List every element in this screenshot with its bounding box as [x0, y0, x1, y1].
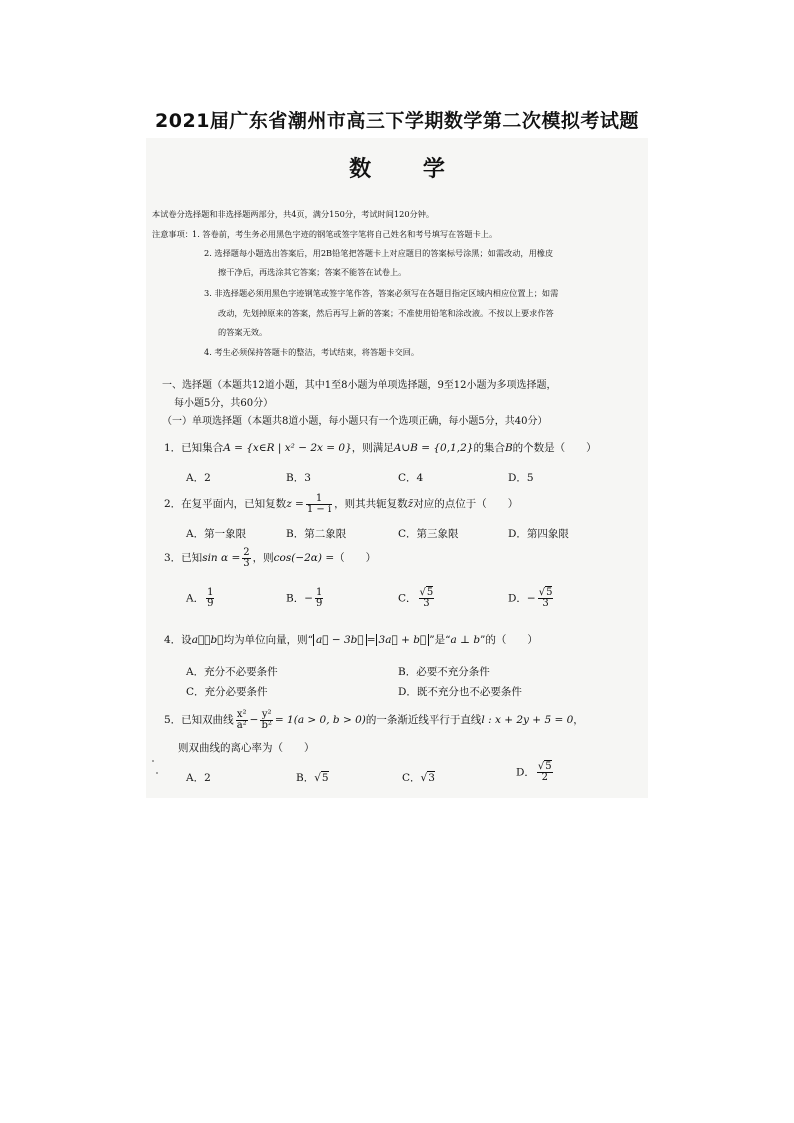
note-3-cont2: 的答案无效。: [218, 327, 268, 337]
q3-fraction: [242, 548, 250, 569]
q3-option-d-label: D．: [508, 592, 527, 605]
q2-option-b: B．第二象限: [286, 528, 347, 540]
q5-frac-y: [260, 710, 272, 731]
q5-equation-rest: = 1(a > 0, b > 0): [274, 714, 366, 726]
note-1: 1. 答卷前，考生务必用黑色字迹的钢笔或签字笔将自己姓名和考号填写在答题卡上。: [192, 229, 498, 239]
section-sub-heading: （一）单项选择题（本题共8道小题，每小题只有一个选项正确，每小题5分，共40分）: [162, 416, 548, 427]
q3-cos: cos(−2α) =: [273, 552, 335, 564]
q3-text-3: （ ）: [334, 552, 377, 564]
q5-option-a: A．2: [186, 772, 211, 784]
note-2: 2. 选择题每小题选出答案后，用2B铅笔把答题卡上对应题目的答案标号涂黑；如需改动，用橡皮: [204, 248, 554, 258]
q2-text-2: ，则其共轭复数: [334, 498, 408, 510]
q5-option-d-label: D．: [516, 766, 535, 779]
question-2: [164, 490, 518, 518]
q4-perp: a ⊥ b: [450, 634, 481, 646]
q5-option-d-radicand: 5: [545, 761, 552, 772]
q3-option-c-num: √5: [419, 587, 434, 598]
q1-option-c: C．4: [398, 472, 424, 484]
q5-b2: b²: [261, 719, 272, 731]
q3-option-d-radicand: 5: [546, 587, 553, 598]
q2-fraction: [306, 494, 332, 515]
scan-speck: [152, 760, 154, 762]
q4-eq: =: [366, 634, 376, 646]
q5-option-b-label: B．: [296, 772, 315, 784]
q5-x2: x²: [236, 708, 247, 720]
q2-text-1: 2．在复平面内，已知复数: [164, 498, 287, 510]
q3-option-c-label: C．: [398, 592, 417, 605]
q3-option-b-num: 1: [316, 587, 323, 598]
q5-option-d: [516, 762, 555, 783]
q2-z: z =: [286, 498, 304, 510]
q3-numerator: 2: [243, 546, 250, 558]
q4-lhs-abs: [313, 634, 367, 646]
q3-option-a-den: 9: [207, 598, 214, 609]
q4-option-a: A．充分不必要条件: [186, 666, 278, 678]
q5-text-3: 的一条渐近线平行于直线: [365, 714, 482, 726]
q3-option-b-frac: [315, 588, 323, 609]
note-2-cont: 擦干净后，再选涂其它答案；答案不能答在试卷上。: [218, 267, 407, 277]
q3-denominator: 3: [243, 557, 250, 569]
q5-text-4: ，: [573, 714, 584, 726]
q1-set-a: A = {x∈R | x² − 2x = 0}: [223, 442, 352, 454]
q5-option-c-label: C．: [402, 772, 421, 784]
q3-option-a: [186, 588, 216, 609]
q5-option-b: B．√5: [296, 772, 329, 784]
q2-text-3: 对应的点位于（ ）: [413, 498, 519, 510]
q5-text-1: 5．已知双曲线: [164, 714, 234, 726]
note-3: 3. 非选择题必须用黑色字迹钢笔或签字笔作答，答案必须写在各题目指定区域内相应位置上；如需: [204, 288, 559, 298]
q1-text-4: 的个数是（ ）: [512, 442, 597, 454]
q1-option-a: A．2: [186, 472, 211, 484]
question-1: [164, 442, 597, 454]
q5-frac-x: [236, 710, 248, 731]
q4-text-3: ”是“: [429, 634, 451, 646]
q3-option-a-num: 1: [207, 587, 214, 598]
q5-option-d-den: 2: [537, 772, 553, 783]
q2-option-c: C．第三象限: [398, 528, 459, 540]
q4-vectors: a⃗，b⃗: [191, 634, 224, 646]
q4-option-c: C．充分必要条件: [186, 686, 268, 698]
q3-option-b-den: 9: [316, 598, 323, 609]
q4-rhs-abs: [376, 634, 430, 646]
q5-line: l : x + 2y + 5 = 0: [481, 714, 574, 726]
q3-text-1: 3．已知: [164, 552, 203, 564]
q4-lhs: a⃗ − 3b⃗: [315, 634, 364, 646]
subject-title: 数 学: [349, 157, 467, 182]
q3-option-b: [286, 588, 325, 609]
q5-minus: −: [249, 714, 259, 726]
q3-option-c-den: 3: [419, 598, 435, 609]
q3-option-a-label: A．: [186, 592, 205, 605]
section-heading-cont: 每小题5分，共60分）: [174, 398, 274, 409]
q3-option-c: [398, 588, 436, 609]
q4-text-4: ”的（ ）: [480, 634, 538, 646]
q2-option-a: A．第一象限: [186, 528, 247, 540]
q3-option-a-frac: [206, 588, 214, 609]
q3-option-d-den: 3: [538, 598, 554, 609]
question-4: [164, 634, 538, 646]
q3-option-b-sign: −: [304, 592, 314, 605]
note-4: 4. 考生必须保持答题卡的整洁，考试结束，将答题卡交回。: [204, 347, 420, 357]
q4-option-b: B．必要不充分条件: [398, 666, 490, 678]
q1-text-2: ，则满足: [351, 442, 394, 454]
q3-option-d-sign: −: [526, 592, 536, 605]
q2-numerator: 1: [315, 492, 323, 504]
question-5: [164, 706, 584, 734]
q5-option-d-num: √5: [537, 761, 552, 772]
scanned-exam-page: [146, 138, 648, 798]
q1-text-1: 1．已知集合: [164, 442, 224, 454]
notes-label: 注意事项：: [152, 229, 193, 239]
q5-option-c-radicand: 3: [428, 772, 435, 784]
intro-text: 本试卷分选择题和非选择题两部分，共4页，满分150分，考试时间120分钟。: [152, 209, 435, 219]
question-3: [164, 544, 376, 572]
q3-option-d-frac: [538, 588, 554, 609]
q4-text-2: 均为单位向量，则“: [223, 634, 313, 646]
q3-option-c-radicand: 5: [426, 587, 434, 598]
q5-a2: a²: [236, 719, 247, 731]
q5-option-c: C．√3: [402, 772, 435, 784]
q3-sin: sin α =: [202, 552, 241, 564]
q2-denominator: 1 − i: [306, 503, 332, 515]
q5-text-5: 则双曲线的离心率为（ ）: [178, 742, 315, 754]
q3-option-d: [508, 588, 555, 609]
q1-condition: A∪B = {0,1,2}: [393, 442, 474, 454]
q1-text-3: 的集合: [473, 442, 505, 454]
q2-option-d: D．第四象限: [508, 528, 569, 540]
q1-option-d: D．5: [508, 472, 534, 484]
q3-text-2: ，则: [252, 552, 274, 564]
note-3-cont: 改动，先划掉原来的答案，然后再写上新的答案；不准使用铅笔和涂改液。不按以上要求作答: [218, 308, 554, 318]
q1-option-b: B．3: [286, 472, 311, 484]
document-title: 2021届广东省潮州市高三下学期数学第二次模拟考试题: [155, 110, 639, 132]
scan-speck: [156, 772, 158, 774]
q4-option-d: D．既不充分也不必要条件: [398, 686, 522, 698]
q1-var-b: B: [504, 442, 513, 454]
q5-y2: y²: [261, 708, 272, 720]
q3-option-b-label: B．: [286, 592, 305, 605]
q3-option-c-frac: [419, 588, 435, 609]
q3-option-d-num: √5: [538, 587, 553, 598]
q2-zbar: z̄: [407, 498, 414, 510]
q5-option-b-radicand: 5: [321, 772, 329, 784]
q4-text-1: 4．设: [164, 634, 192, 646]
section-heading: 一、选择题（本题共12道小题，其中1至8小题为单项选择题，9至12小题为多项选择题，: [162, 380, 557, 391]
q5-option-d-frac: [537, 762, 553, 783]
q4-rhs: 3a⃗ + b⃗: [378, 634, 427, 646]
